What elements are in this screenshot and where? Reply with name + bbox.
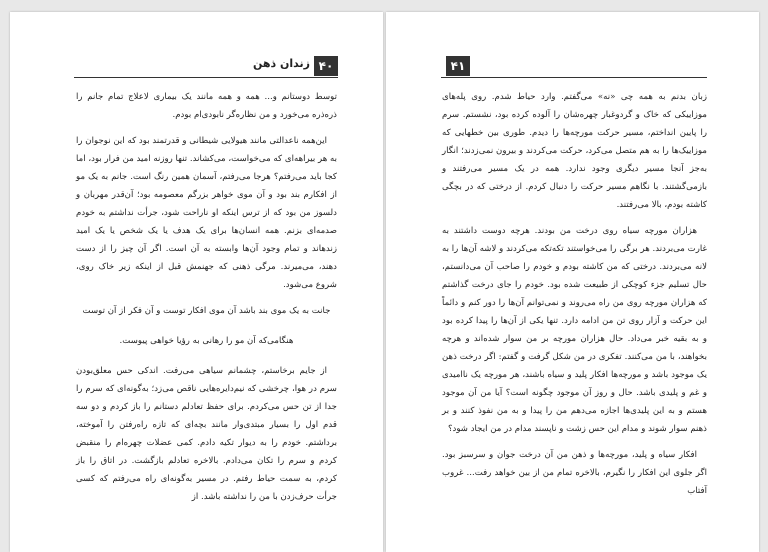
poem-verse <box>76 302 337 350</box>
left-page-header <box>10 56 383 78</box>
right-paragraph-2: هزاران مورچه سیاه روی درخت من بودند. هرچه دوست داشتند به غارت می‌بردند. هر برگی را می‌خواستند تکه‌تکه می‌کردند و لاشه آن‌ها را به لانه می‌بردند. درختی که من کاشته بودم و خودم را صاحب آن می‌دانستم، حال تسلیم جزء کوچکی از طبیعت شده بود. خودم را جای درخت گذاشتم که هزاران مورچه روی من راه می‌روند و نمی‌توانم آن‌ها را دور کنم و دائماً این حرکت و آزار روی تن من ادامه دارد. تنها یکی از آن‌ها را پیدا کرده بود و به بقیه خبر می‌داد. حال هزاران مورچه بر من سوار شده‌اند و هرچه بخواهند، با من می‌کنند. تفکری در من شکل گرفت و گفتم: اگر درخت ذهن یک موجود باشد و مورچه‌ها افکار پلید و سیاه باشند، هر مورچه یک ناامیدی و غم و پلیدی باشد. حال و روز آن موجود چگونه است؟ آیا من آن موجود هستم و به این پلیدی‌ها اجازه می‌دهم من را پیدا و به من نفوذ کنند و بر ذهنم سوار شوند و مدام این حس زشت و ناپسند مدام در من ایجاد شود؟ <box>442 226 707 434</box>
left-page-body <box>76 88 337 514</box>
left-page <box>10 12 383 552</box>
verse-line-1: جانت به یک موی بند باشد آن موی افکار توست و آن فکر از آن توست <box>82 306 331 316</box>
left-paragraph-1: توسط دوستانم و... همه و همه مانند یک بیماری لاعلاج تمام جانم را ذره‌ذره می‌خورد و من نظاره‌گر نابودی‌ام بودم. <box>76 92 337 120</box>
left-paragraph-3: از جایم برخاستم، چشمانم سیاهی می‌رفت. اندکی حس معلق‌بودن سرم در هوا، چرخشی که نیم‌دایره‌هایی ناقص می‌زد؛ به‌گونه‌ای که سرم را جدا از تن حس می‌کردم. برای حفظ تعادلم دستانم را باز کردم و دو سه قدم اول را بسیار مبتدی‌وار مانند بچه‌ای که تازه راه‌رفتن را آموخته، برداشتم. خودم را به دیوار تکیه دادم. کمی عضلات چهره‌ام را منقبض کردم و سرم را تکان می‌دادم. بالاخره تعادلم بازگشت. در اتاق را باز کردم، به سمت حیاط رفتم. در مسیر به‌گونه‌ای راه می‌رفتم که کسی جرأت حرف‌زدن با من را نداشته باشد. از <box>76 366 337 502</box>
running-title: زندان ذهن <box>253 57 310 70</box>
left-page-number: ۴۰ <box>314 56 338 76</box>
verse-line-2: هنگامی‌که آن مو را رهانی به رؤیا خواهی پیوست. <box>119 336 294 346</box>
left-header-rule <box>74 77 338 78</box>
right-page <box>386 12 759 552</box>
right-page-body <box>442 88 707 508</box>
left-paragraph-2: این‌همه ناعدالتی مانند هیولایی شیطانی و قدرتمند بود که این نوجوان را به هر بیراهه‌ای که می‌خواست، می‌کشاند. تنها روزنه امید من فرار بود، اما کجا باید می‌رفتم؟ هرجا می‌رفتم، آسمان همین رنگ است. جانم به یک مو از افکارم بند بود و آن موی خواهر بزرگم معصومه بود؛ آن‌قدر مهربان و دلسوز من بود که از ترس اینکه او ناراحت شود، جرأت نداشتم به خودم صدمه‌ای بزنم. همه انسان‌ها برای یک هدف یا یک شخص یا یک امید زندهاند و تمام وجود آن‌ها وابسته به آن است. اگر آن چیز را از دست دهند، می‌میرند. مرگی ذهنی که جهنمش قبل از اینکه زیر خاک روی، شروع می‌شود. <box>76 136 337 290</box>
right-paragraph-3: افکار سیاه و پلید، مورچه‌ها و ذهن من آن درخت جوان و سرسبز بود. اگر جلوی این افکار را نگیرم، بالاخره تمام من از بین خواهد رفت... غروب آفتاب <box>442 450 707 496</box>
right-page-header <box>386 56 759 78</box>
right-header-rule <box>441 77 707 78</box>
right-page-number: ۴۱ <box>446 56 470 76</box>
right-paragraph-1: زبان بدنم به همه چی «نه» می‌گفتم. وارد حیاط شدم. روی پله‌های موزاییکی که خاک و گردوغبار چهره‌شان را آلوده کرده بود، نشستم. سرم را پایین انداختم، مسیر حرکت مورچه‌ها را دیدم. طوری بین خطهایی که موزاییک‌ها را به هم متصل می‌کرد، حرکت می‌کردند و بیرون نمی‌زدند؛ انگار به‌جز آنجا مسیر دیگری وجود ندارد. همه در یک مسیر می‌رفتند و بازمی‌گشتند. با نگاهم مسیر حرکت را دنبال کردم. از درختی که در بچگی کاشته بودم، بالا می‌رفتند. <box>442 92 707 210</box>
